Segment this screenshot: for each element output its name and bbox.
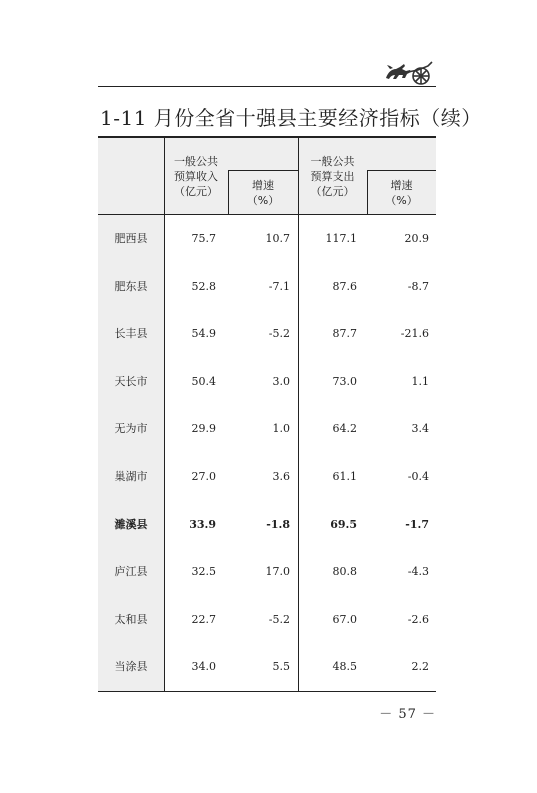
expenditure-cell: 117.1 [325,232,357,245]
expenditure-growth-cell: 20.9 [404,232,429,245]
revenue-growth-cell: 3.0 [272,374,290,388]
county-name: 无为市 [114,422,148,436]
county-name: 长丰县 [114,327,148,341]
table-row-highlighted [98,501,436,549]
county-name: 巢湖市 [114,470,148,483]
table-row [98,263,436,311]
revenue-cell: 75.7 [191,232,216,245]
expenditure-cell: 61.1 [332,470,357,483]
revenue-growth-cell: -5.2 [268,327,290,341]
revenue-cell: 33.9 [189,517,216,531]
revenue-cell: 32.5 [191,565,216,579]
header-revenue-growth: 增速 （%） [246,179,280,207]
header-expenditure: 一般公共 预算支出 （亿元） [310,155,355,198]
revenue-cell: 54.9 [191,327,216,341]
county-name: 庐江县 [114,565,148,579]
table-bottom-rule [98,691,436,692]
expenditure-cell: 73.0 [332,374,357,388]
expenditure-growth-cell: -1.7 [405,517,429,531]
table-row [98,548,436,596]
revenue-cell: 50.4 [191,374,216,388]
county-name: 肥西县 [114,232,148,245]
revenue-growth-cell: 1.0 [272,422,290,436]
county-name: 当涂县 [114,660,148,674]
table-row [98,358,436,406]
expenditure-growth-cell: -2.6 [407,612,429,626]
expenditure-cell: 64.2 [332,422,357,436]
revenue-cell: 27.0 [191,470,216,483]
expenditure-growth-cell: 1.1 [411,374,429,388]
page-title: 1-11 月份全省十强县主要经济指标（续） [100,106,482,130]
expenditure-growth-cell: 2.2 [411,660,429,674]
indicator-table [98,136,436,692]
table-top-rule [98,136,436,138]
revenue-cell: 29.9 [191,422,216,436]
table-row [98,596,436,644]
revenue-growth-cell: 5.5 [272,660,290,674]
header-subrule [367,170,436,171]
expenditure-growth-cell: -4.3 [407,565,429,579]
header-revenue: 一般公共 预算收入 （亿元） [174,155,218,198]
chariot-logo-icon [378,56,436,88]
expenditure-cell: 87.6 [332,279,357,293]
table-row [98,310,436,358]
header-subrule [228,170,298,171]
table-row [98,215,436,263]
expenditure-cell: 80.8 [332,565,357,579]
page-number: － 57 － [379,707,436,722]
revenue-growth-cell: 10.7 [265,232,290,245]
expenditure-cell: 69.5 [330,517,357,531]
expenditure-cell: 87.7 [332,327,357,341]
county-name: 濉溪县 [114,517,148,531]
county-name: 肥东县 [114,279,148,293]
header-expenditure-growth: 增速 （%） [385,179,418,207]
table-row [98,453,436,501]
revenue-cell: 52.8 [191,279,216,293]
county-name: 太和县 [114,612,148,626]
revenue-growth-cell: 17.0 [265,565,290,579]
header-rule [98,86,436,87]
table-row [98,643,436,691]
revenue-growth-cell: -7.1 [268,279,290,293]
table-row [98,405,436,453]
revenue-cell: 22.7 [191,612,216,626]
expenditure-growth-cell: 3.4 [411,422,429,436]
expenditure-growth-cell: -21.6 [400,327,429,341]
expenditure-cell: 48.5 [332,660,357,674]
expenditure-cell: 67.0 [332,612,357,626]
county-name: 天长市 [114,374,148,388]
revenue-growth-cell: -1.8 [266,517,290,531]
revenue-cell: 34.0 [191,660,216,674]
expenditure-growth-cell: -8.7 [407,279,429,293]
revenue-growth-cell: 3.6 [272,470,290,483]
revenue-growth-cell: -5.2 [268,612,290,626]
expenditure-growth-cell: -0.4 [407,470,429,483]
